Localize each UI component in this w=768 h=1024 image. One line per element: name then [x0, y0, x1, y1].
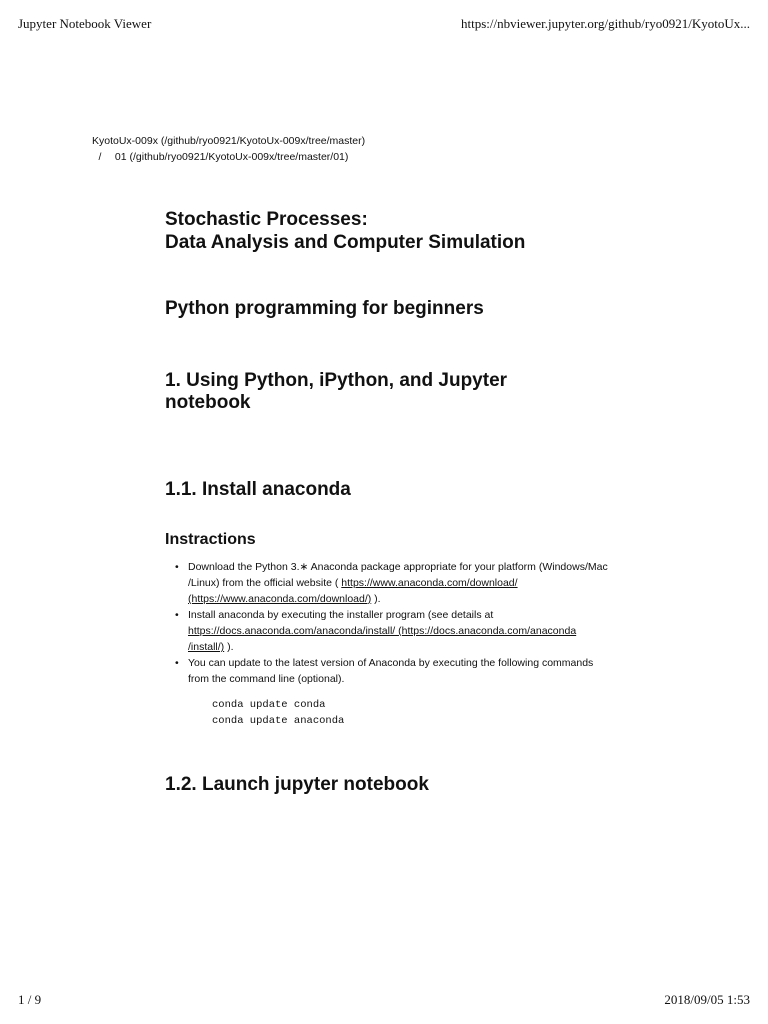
anaconda-install-docs-link-cont[interactable]: /install/) [188, 641, 225, 653]
bullet-dot: • [175, 561, 179, 573]
bullet2-line1: Install anaconda by executing the installer program (see details at [188, 609, 494, 621]
breadcrumb [92, 133, 365, 165]
bullet3-line1: You can update to the latest version of Anaconda by executing the following commands [188, 657, 594, 669]
page-number: 1 / 9 [18, 992, 42, 1007]
subtitle-heading: Python programming for beginners [165, 298, 484, 319]
print-datetime: 2018/09/05 1:53 [664, 992, 750, 1007]
list-item [165, 655, 675, 687]
print-page-url: https://nbviewer.jupyter.org/github/ryo0921/KyotoUx... [461, 16, 750, 31]
code-block [212, 697, 344, 729]
section-1-1-heading: 1.1. Install anaconda [165, 479, 351, 500]
section-1-heading: 1. Using Python, iPython, and Jupyter notebook [165, 370, 508, 413]
notebook-title [165, 208, 525, 254]
code-line-2: conda update anaconda [212, 715, 345, 727]
bullet1-tail: ). [371, 593, 381, 605]
instructions-list [165, 559, 675, 687]
list-item [165, 559, 675, 607]
bullet1-line2: /Linux) from the official website ( [188, 577, 342, 589]
anaconda-install-docs-link[interactable]: https://docs.anaconda.com/anaconda/install/ (https://docs.anaconda.com/anaconda [188, 625, 577, 637]
code-line-1: conda update conda [212, 699, 326, 711]
section-1-2-heading: 1.2. Launch jupyter notebook [165, 774, 429, 795]
print-footer [0, 992, 768, 1010]
anaconda-download-link-url[interactable]: (https://www.anaconda.com/download/) [188, 593, 372, 605]
bullet2-tail: ). [224, 641, 234, 653]
print-page-title: Jupyter Notebook Viewer [18, 16, 152, 31]
bullet-dot: • [175, 657, 179, 669]
breadcrumb-separator: / [98, 151, 102, 163]
instructions-heading: Instractions [165, 531, 256, 548]
breadcrumb-link-repo[interactable]: KyotoUx-009x (/github/ryo0921/KyotoUx-009x/tree/master) [92, 135, 366, 147]
print-header [0, 16, 768, 34]
notebook-title-line2: Data Analysis and Computer Simulation [165, 232, 526, 253]
bullet3-line2: from the command line (optional). [188, 673, 345, 685]
anaconda-download-link[interactable]: https://www.anaconda.com/download/ [341, 577, 518, 589]
bullet1-line1: Download the Python 3.∗ Anaconda package appropriate for your platform (Windows/Mac [188, 561, 608, 573]
breadcrumb-link-folder[interactable]: 01 (/github/ryo0921/KyotoUx-009x/tree/master/01) [114, 151, 349, 163]
notebook-title-line1: Stochastic Processes: [165, 209, 368, 230]
bullet-dot: • [175, 609, 179, 621]
list-item [165, 607, 675, 655]
